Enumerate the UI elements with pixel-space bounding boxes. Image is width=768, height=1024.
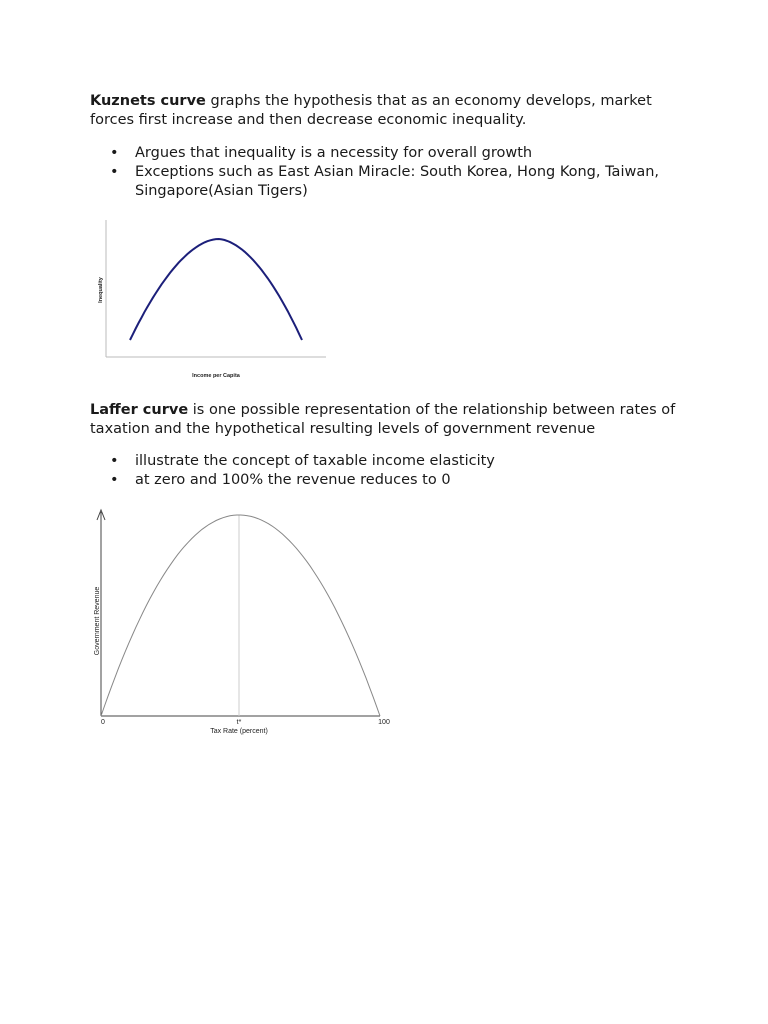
kuznets-term: Kuznets curve — [90, 93, 206, 109]
laffer-y-label: Government Revenue — [94, 586, 101, 656]
kuznets-x-label: Income per Capita — [192, 373, 240, 379]
laffer-definition: is one possible representation of the relationship between rates of taxation and the hypothetical resulting levels of government revenue — [90, 402, 676, 437]
laffer-x-label: Tax Rate (percent) — [210, 728, 268, 735]
kuznets-y-label: Inequality — [98, 277, 104, 303]
laffer-tick-0: 0 — [101, 719, 105, 726]
list-item: • Argues that inequality is a necessity for overall growth — [90, 144, 690, 163]
list-item: • Exceptions such as East Asian Miracle: South Korea, Hong Kong, Taiwan, Singapore(Asian Tigers) — [90, 163, 690, 201]
laffer-tick-100: 100 — [378, 719, 390, 726]
laffer-tick-tstar: t* — [236, 719, 242, 726]
kuznets-definition: graphs the hypothesis that as an economy develops, market forces first increase and then decrease economic inequality. — [90, 93, 652, 128]
laffer-curve — [101, 515, 380, 716]
list-item: • at zero and 100% the revenue reduces to 0 — [90, 471, 690, 490]
laffer-term: Laffer curve — [90, 402, 189, 418]
list-item: • illustrate the concept of taxable income elasticity — [90, 452, 690, 471]
